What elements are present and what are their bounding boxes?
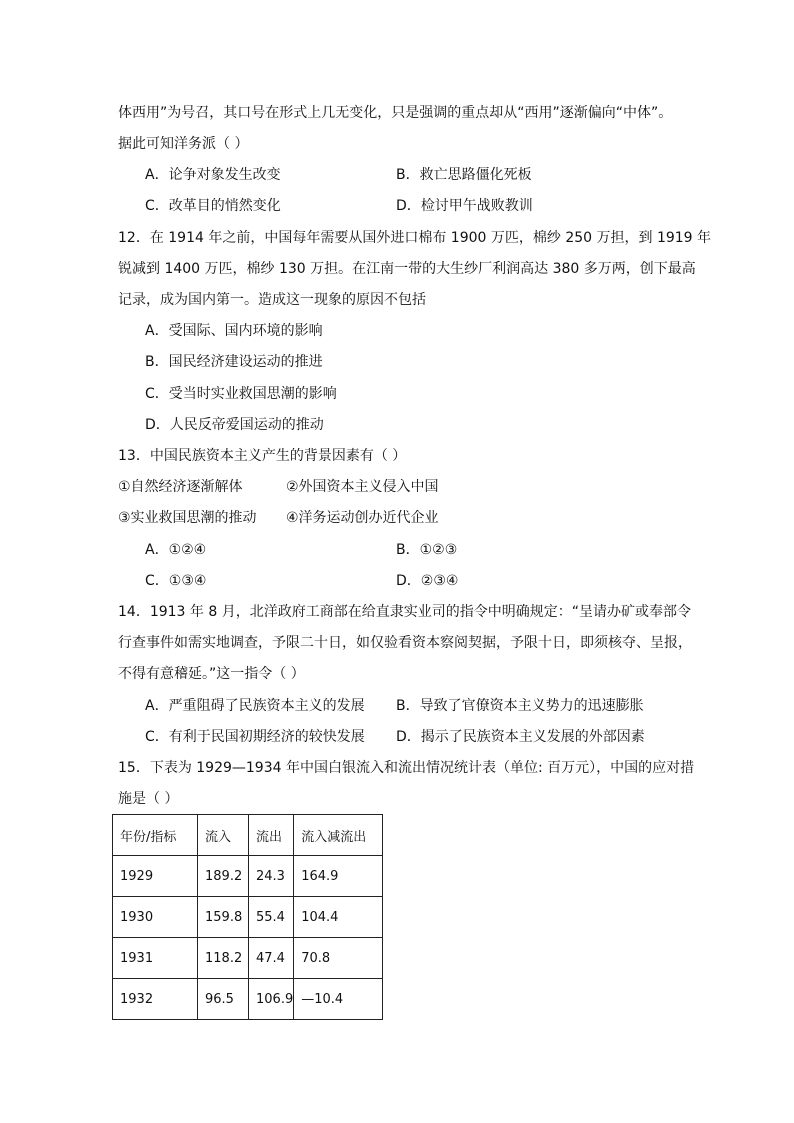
table-cell: 70.8 — [294, 938, 383, 979]
table-cell: 106.9 — [249, 979, 294, 1020]
q12-option-c: C．受当时实业救国思潮的影响 — [145, 386, 337, 402]
q11-option-a: A．论争对象发生改变 — [145, 167, 281, 183]
silver-flow-table — [112, 814, 383, 1020]
table-header-cell: 流入减流出 — [294, 815, 383, 856]
table-row — [113, 897, 383, 938]
q14-stem-line-3: 不得有意稽延。”这一指令（ ） — [118, 666, 305, 682]
table-cell: 159.8 — [198, 897, 249, 938]
table-header-cell: 流入 — [198, 815, 249, 856]
table-header-row — [113, 815, 383, 856]
q13-option-d: D．②③④ — [396, 573, 459, 589]
table-cell: 1931 — [113, 938, 198, 979]
q15-stem-line-1: 15．下表为 1929—1934 年中国白银流入和流出情况统计表（单位: 百万元），中国的应对措 — [118, 760, 695, 776]
table-cell: 104.4 — [294, 897, 383, 938]
q11-stem-line-2: 据此可知洋务派（ ） — [118, 136, 249, 152]
table-cell: 189.2 — [198, 856, 249, 897]
q12-stem-line-3: 记录，成为国内第一。造成这一现象的原因不包括 — [118, 292, 426, 308]
table-cell: 118.2 — [198, 938, 249, 979]
q12-stem-line-2: 锐减到 1400 万匹，棉纱 130 万担。在江南一带的大生纱厂利润高达 380 多万两，创下最高 — [118, 261, 696, 277]
q14-option-a: A．严重阻碍了民族资本主义的发展 — [145, 698, 365, 714]
table-cell: —10.4 — [294, 979, 383, 1020]
q11-stem-line-1: 体西用”为号召，其口号在形式上几无变化，只是强调的重点却从“西用”逐渐偏向“中体”。 — [118, 105, 673, 121]
q13-stem: 13．中国民族资本主义产生的背景因素有（ ） — [118, 448, 407, 464]
table-row — [113, 979, 383, 1020]
q13-item-2: ②外国资本主义侵入中国 — [286, 479, 439, 495]
q12-stem-line-1: 12．在 1914 年之前，中国每年需要从国外进口棉布 1900 万匹，棉纱 250 万担，到 1919 年 — [118, 230, 712, 246]
q13-option-a: A．①②④ — [145, 542, 207, 558]
table-row — [113, 938, 383, 979]
q14-option-b: B．导致了官僚资本主义势力的迅速膨胀 — [396, 698, 644, 714]
q14-stem-line-1: 14．1913 年 8 月，北洋政府工商部在给直隶实业司的指令中明确规定：“呈请办矿或奉部令 — [118, 604, 691, 620]
q13-item-3: ③实业救国思潮的推动 — [118, 510, 257, 526]
q11-option-d: D．检讨甲午战败教训 — [396, 198, 533, 214]
q11-option-b: B．救亡思路僵化死板 — [396, 167, 532, 183]
q12-option-b: B．国民经济建设运动的推进 — [145, 354, 323, 370]
table-cell: 47.4 — [249, 938, 294, 979]
table-cell: 164.9 — [294, 856, 383, 897]
q14-option-c: C．有利于民国初期经济的较快发展 — [145, 729, 365, 745]
q14-option-d: D．揭示了民族资本主义发展的外部因素 — [396, 729, 645, 745]
q12-option-d: D．人民反帝爱国运动的推动 — [145, 417, 324, 433]
q13-option-c: C．①③④ — [145, 573, 207, 589]
q13-item-1: ①自然经济逐渐解体 — [118, 479, 243, 495]
q12-option-a: A．受国际、国内环境的影响 — [145, 323, 323, 339]
table-cell: 1930 — [113, 897, 198, 938]
table-header-cell: 流出 — [249, 815, 294, 856]
q14-stem-line-2: 行查事件如需实地调查，予限二十日，如仅验看资本察阅契据，予限十日，即须核夺、呈报， — [118, 635, 692, 651]
table-cell: 1932 — [113, 979, 198, 1020]
q15-stem-line-2: 施是（ ） — [118, 791, 179, 807]
table-row — [113, 856, 383, 897]
table-cell: 96.5 — [198, 979, 249, 1020]
q13-item-4: ④洋务运动创办近代企业 — [286, 510, 439, 526]
table-cell: 24.3 — [249, 856, 294, 897]
table-header-cell: 年份/指标 — [113, 815, 198, 856]
table-cell: 55.4 — [249, 897, 294, 938]
table-cell: 1929 — [113, 856, 198, 897]
q13-option-b: B．①②③ — [396, 542, 458, 558]
q11-option-c: C．改革目的悄然变化 — [145, 198, 281, 214]
